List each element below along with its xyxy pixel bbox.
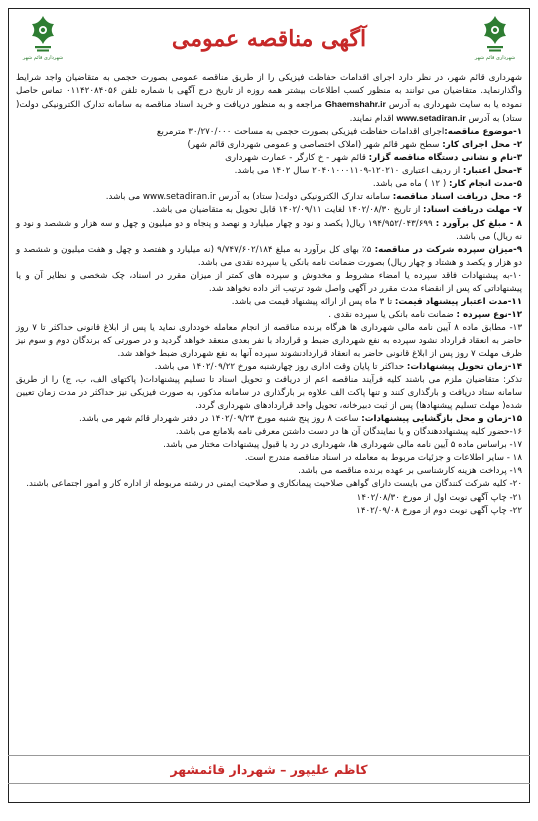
tender-item xyxy=(16,426,522,439)
item-text: ( ۱۲ ) ماه می باشد. xyxy=(372,179,449,190)
item-label: ۸ - مبلغ کل برآورد : xyxy=(435,218,522,229)
tender-item xyxy=(16,218,522,244)
tender-item xyxy=(16,492,522,505)
item-text: ۲۲- چاپ آگهی نوبت دوم از مورخ ۱۴۰۲/۰۹/۰۸ xyxy=(356,505,522,516)
item-text: از تاریخ ۱۴۰۲/۰۸/۳۰ لغایت ۱۴۰۲/۰۹/۱۱ قابل تحویل به متقاضیان می باشد. xyxy=(152,205,424,216)
item-text: ضمانت نامه بانکی یا سپرده نقدی . xyxy=(328,309,457,320)
item-label: ۵-مدت انجام کار: xyxy=(448,179,522,190)
item-text: ۲۰- کلیه شرکت کنندگان می بایست دارای گواهی صلاحیت پیمانکاری و صلاحیت ایمنی در رشته مربوطه از اداره کار و امور اجتماعی باشند. xyxy=(26,479,522,490)
tender-items xyxy=(16,126,522,517)
item-text: ۵٪ بهای کل برآورد به مبلغ ۹/۷۴۷/۶۰۲/۱۸۴ (نه میلیارد و هفتصد و چهل و هفت میلیون و ششصد و دو هزار و یکصد و هشتاد و چهار ریال) بصورت ضمانت نامه بانکی یا سپرده نقدی می باشد. xyxy=(16,244,522,268)
logo-caption: شهرداری قائم شهر xyxy=(22,55,64,61)
tender-item xyxy=(16,309,522,322)
item-text: ۲۱- چاپ آگهی نوبت اول از مورخ ۱۴۰۲/۰۸/۳۰ xyxy=(356,492,522,503)
item-label: ۱-موضوع مناقصه: xyxy=(444,127,522,138)
phone-number: ۰۱۱۴۲۰۸۴۰۵۶ xyxy=(65,86,118,97)
item-text: تذکر: متقاضیان ملزم می باشند کلیه فرآیند مناقصه اعم از دریافت و تحویل اسناد تا تسلیم پیشنهادات( پاکتهای الف، ب، ج) را از طریق سامانه ستاد دریافت و بارگذاری کنند و تنها پاکت الف علاوه بر بارگذاری در سامانه مذکور، به صورت فیزیکی نیز حداکثر در مدت زمان تعیین شده( مهلت تسلیم پیشنهادها) پس از ثبت دبیرخانه، تحویل واحد قراردادهای شهرداری گردد. xyxy=(16,375,522,412)
item-label: ۱۴-زمان تحویل پیشنهادات: xyxy=(406,362,522,373)
item-text: ۱۰-به پیشنهادات فاقد سپرده یا امضاء مشروط و مخدوش و سپرده های کمتر از میزان مقرر در اسناد، چک شخصی و نظایر آن و یا پیشنهاداتی که پس از انقضاء مدت مقرر در آگهی واصل شود ترتیب اثر داده نخواهد شد. xyxy=(16,270,522,294)
item-text: تا ۳ ماه پس از ارائه پیشنهاد قیمت می باشد. xyxy=(231,296,395,307)
item-label: ۱۵-زمان و محل بازگشایی پیشنهادات: xyxy=(361,414,522,425)
item-text: قائم شهر - خ کارگر - عمارت شهرداری xyxy=(225,153,369,164)
municipality-emblem-icon xyxy=(478,14,512,54)
tender-item xyxy=(16,270,522,296)
ad-body xyxy=(16,72,522,518)
intro-text: اقدام نمایند. xyxy=(349,114,397,125)
tender-item xyxy=(16,204,522,217)
item-text: ۱۹- پرداخت هزینه کارشناسی بر عهده برنده مناقصه می باشد. xyxy=(298,466,522,477)
municipality-website: Ghaemshahr.ir xyxy=(325,99,386,110)
item-label: ۷- مهلت دریافت اسناد: xyxy=(423,205,522,216)
intro-text: مراجعه و به منظور دریافت و خرید اسناد مناقصه به سامانه xyxy=(107,100,326,111)
item-label: ۲- محل اجرای کار: xyxy=(442,140,522,151)
tender-item xyxy=(16,361,522,374)
tender-item xyxy=(16,152,522,165)
tender-item xyxy=(16,178,522,191)
intro-text: شهرداری قائم شهر، در نظر دارد اجرای اقدامات حفاظت فیزیکی را از طریق مناقصه عمومی بصورت حجمی به متقاضیان واجد xyxy=(45,73,522,83)
intro-text: شرایط واگذارنماید. متقاضیان می توانند به منظور کسب اطلاعات بیشتر همه روزه از تاریخ درج آگهی با شماره تلفن xyxy=(16,73,523,97)
item-text: ۱۸ - سایر اطلاعات و جزئیات مربوط به معامله در اسناد مناقصه مندرج است. xyxy=(244,453,522,464)
item-label: ۱۲-نوع سپرده : xyxy=(456,309,522,320)
logo-caption: شهرداری قائم شهر xyxy=(474,55,516,61)
ad-title: آگهی مناقصه عمومی xyxy=(171,26,367,52)
tender-item xyxy=(16,374,522,413)
tender-item xyxy=(16,478,522,491)
intro-text: تدارک الکترونیکی دولت( ستاد) به آدرس xyxy=(16,100,522,125)
item-text: ۱۶-حضور کلیه پیشنهاددهندگان و یا نمایندگان آن ها در دست داشتن معرفی نامه بلامانع می باشد. xyxy=(175,427,522,438)
tender-item xyxy=(16,439,522,452)
item-text: ساعت ۸ روز پنج شنبه مورخ ۱۴۰۲/۰۹/۲۳ در دفتر شهردار قائم شهر می باشد. xyxy=(79,414,362,425)
item-text: ۱۳- مطابق ماده ۸ آیین نامه مالی شهرداری ها هرگاه برنده مناقصه از انجام معامله خودداری نماید یا پس از ابلاغ قانونی حداکثر تا ۷ روز حاضر به انعقاد قرارداد نشود سپرده به نفع شهرداری ضبط و قرارداد با نفر بعدی منعقد خواهد گردید و در صورتی که برندگان دوم و سوم نیز ظرف مهلت ۷ روز پس از ابلاغ قانونی حاضر به انعقاد قراردادنشوند سپرده آنها به نفع شهرداری ضبط خواهد شد. xyxy=(16,322,522,359)
intro-paragraph xyxy=(16,72,522,126)
municipality-emblem-icon xyxy=(26,14,60,54)
tender-item xyxy=(16,244,522,270)
item-text: سطح شهر قائم شهر (املاک اختصاصی و عمومی شهرداری قائم شهر) xyxy=(187,140,443,151)
item-text: ۱۷- براساس ماده ۵ آیین نامه مالی شهرداری ها، شهرداری در رد یا قبول پیشنهادات مختار می باشد. xyxy=(163,440,522,451)
tender-item xyxy=(16,452,522,465)
tender-item xyxy=(16,465,522,478)
item-label: ۹-میزان سپرده شرکت در مناقصه: xyxy=(374,244,523,255)
item-text: ۱۹۴/۹۵۲/۰۴۳/۶۹۹ ریال( یکصد و نود و چهار میلیارد و نهصد و پنجاه و دو میلیون و چهل و سه هزار و ششصد و نود و نه ریال) می باشد. xyxy=(16,218,522,242)
tender-item xyxy=(16,413,522,426)
municipality-logo-right xyxy=(470,14,520,66)
item-text: از ردیف اعتباری ۱۲۰۲۱۰-۲۰۴۰۱۰۰۰۱۱۰۹ سال ۱۴۰۲ می باشد. xyxy=(234,166,463,177)
tender-item xyxy=(16,165,522,178)
mayor-signature: کاظم علیپور – شهردار قائمشهر xyxy=(8,755,530,784)
tender-item xyxy=(16,322,522,361)
item-label: ۳-نام و نشانی دستگاه مناقصه گزار: xyxy=(368,153,522,164)
tender-item xyxy=(16,505,522,518)
setad-website: www.setadiran.ir xyxy=(396,113,466,124)
item-label: ۶- محل دریافت اسناد مناقصه: xyxy=(392,192,522,203)
ad-footer xyxy=(8,754,530,784)
item-text: سامانه تدارک الکترونیکی دولت( ستاد) به آدرس www.setadiran.ir می باشد. xyxy=(105,192,393,203)
tender-item xyxy=(16,139,522,152)
tender-item xyxy=(16,126,522,139)
item-label: ۱۱-مدت اعتبار پیشنهاد قیمت: xyxy=(394,296,522,307)
municipality-logo-left xyxy=(18,14,68,66)
tender-item xyxy=(16,296,522,309)
item-text: حداکثر تا پایان وقت اداری روز چهارشنبه مورخ ۱۴۰۲/۰۹/۲۲ می باشد. xyxy=(154,362,407,373)
intro-text: تماس حاصل نموده یا به سایت شهرداری به آدرس xyxy=(16,86,522,111)
tender-item xyxy=(16,191,522,204)
item-text: اجرای اقدامات حفاظت فیزیکی بصورت حجمی به مساحت ۳۰/۲۷۰/۰۰۰ مترمربع xyxy=(156,127,445,138)
item-label: ۴-محل اعتبار: xyxy=(462,166,522,177)
